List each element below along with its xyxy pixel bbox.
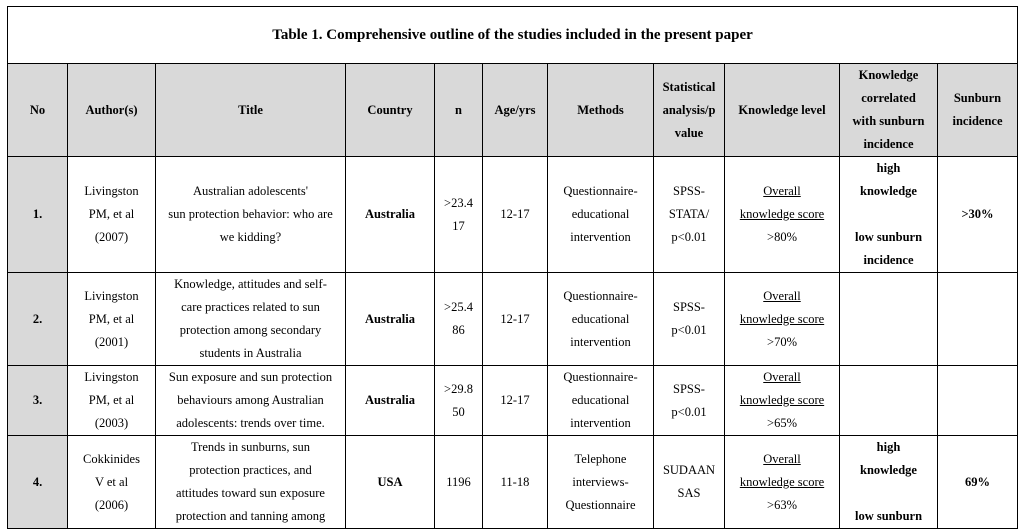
row-country: Australia [346, 273, 435, 366]
row-knowledge-level: Overall knowledge score >63% [725, 436, 840, 529]
row-sunburn-incidence: >30% [938, 157, 1018, 273]
row-country: Australia [346, 366, 435, 436]
row-number: 3. [8, 366, 68, 436]
row-knowledge-correlation [840, 366, 938, 436]
row-statistics: SPSS- STATA/ p<0.01 [654, 157, 725, 273]
row-authors: Livingston PM, et al (2001) [68, 273, 156, 366]
table-row [8, 366, 1018, 436]
row-authors: Cokkinides V et al (2006) [68, 436, 156, 529]
row-number: 1. [8, 157, 68, 273]
table-row [8, 436, 1018, 529]
header-statistical: Statistical analysis/p value [654, 64, 725, 157]
row-n: >29.8 50 [435, 366, 483, 436]
table-row [8, 273, 1018, 366]
row-n: 1196 [435, 436, 483, 529]
header-country: Country [346, 64, 435, 157]
table-header-row [8, 64, 1018, 157]
row-n: >23.4 17 [435, 157, 483, 273]
row-knowledge-level: Overall knowledge score >80% [725, 157, 840, 273]
row-sunburn-incidence: 69% [938, 436, 1018, 529]
header-authors: Author(s) [68, 64, 156, 157]
row-statistics: SUDAAN SAS [654, 436, 725, 529]
header-title: Title [156, 64, 346, 157]
row-methods: Questionnaire- educational intervention [548, 366, 654, 436]
row-methods: Questionnaire- educational intervention [548, 157, 654, 273]
row-age: 11-18 [483, 436, 548, 529]
row-n: >25.4 86 [435, 273, 483, 366]
row-methods: Questionnaire- educational intervention [548, 273, 654, 366]
row-authors: Livingston PM, et al (2003) [68, 366, 156, 436]
header-knowledge-level: Knowledge level [725, 64, 840, 157]
table-caption-row [8, 7, 1018, 64]
row-knowledge-correlation [840, 273, 938, 366]
row-title: Trends in sunburns, sun protection practices, and attitudes toward sun exposure protection and tanning among [156, 436, 346, 529]
row-knowledge-level: Overall knowledge score >70% [725, 273, 840, 366]
row-title: Australian adolescents' sun protection behavior: who are we kidding? [156, 157, 346, 273]
row-age: 12-17 [483, 366, 548, 436]
row-sunburn-incidence [938, 366, 1018, 436]
header-n: n [435, 64, 483, 157]
studies-table [7, 6, 1018, 529]
row-methods: Telephone interviews- Questionnaire [548, 436, 654, 529]
header-knowledge-correlated: Knowledge correlated with sunburn incidence [840, 64, 938, 157]
row-statistics: SPSS- p<0.01 [654, 366, 725, 436]
header-no: No [8, 64, 68, 157]
row-country: USA [346, 436, 435, 529]
row-knowledge-correlation: high knowledge low sunburn [840, 436, 938, 529]
row-knowledge-level: Overall knowledge score >65% [725, 366, 840, 436]
row-title: Sun exposure and sun protection behaviours among Australian adolescents: trends over time. [156, 366, 346, 436]
row-knowledge-correlation: high knowledge low sunburn incidence [840, 157, 938, 273]
row-number: 2. [8, 273, 68, 366]
row-age: 12-17 [483, 273, 548, 366]
row-statistics: SPSS- p<0.01 [654, 273, 725, 366]
header-methods: Methods [548, 64, 654, 157]
row-title: Knowledge, attitudes and self- care practices related to sun protection among secondary students in Australia [156, 273, 346, 366]
table-row [8, 157, 1018, 273]
header-age: Age/yrs [483, 64, 548, 157]
row-country: Australia [346, 157, 435, 273]
table-caption: Table 1. Comprehensive outline of the studies included in the present paper [8, 7, 1018, 64]
row-sunburn-incidence [938, 273, 1018, 366]
row-authors: Livingston PM, et al (2007) [68, 157, 156, 273]
header-sunburn-incidence: Sunburn incidence [938, 64, 1018, 157]
row-age: 12-17 [483, 157, 548, 273]
row-number: 4. [8, 436, 68, 529]
